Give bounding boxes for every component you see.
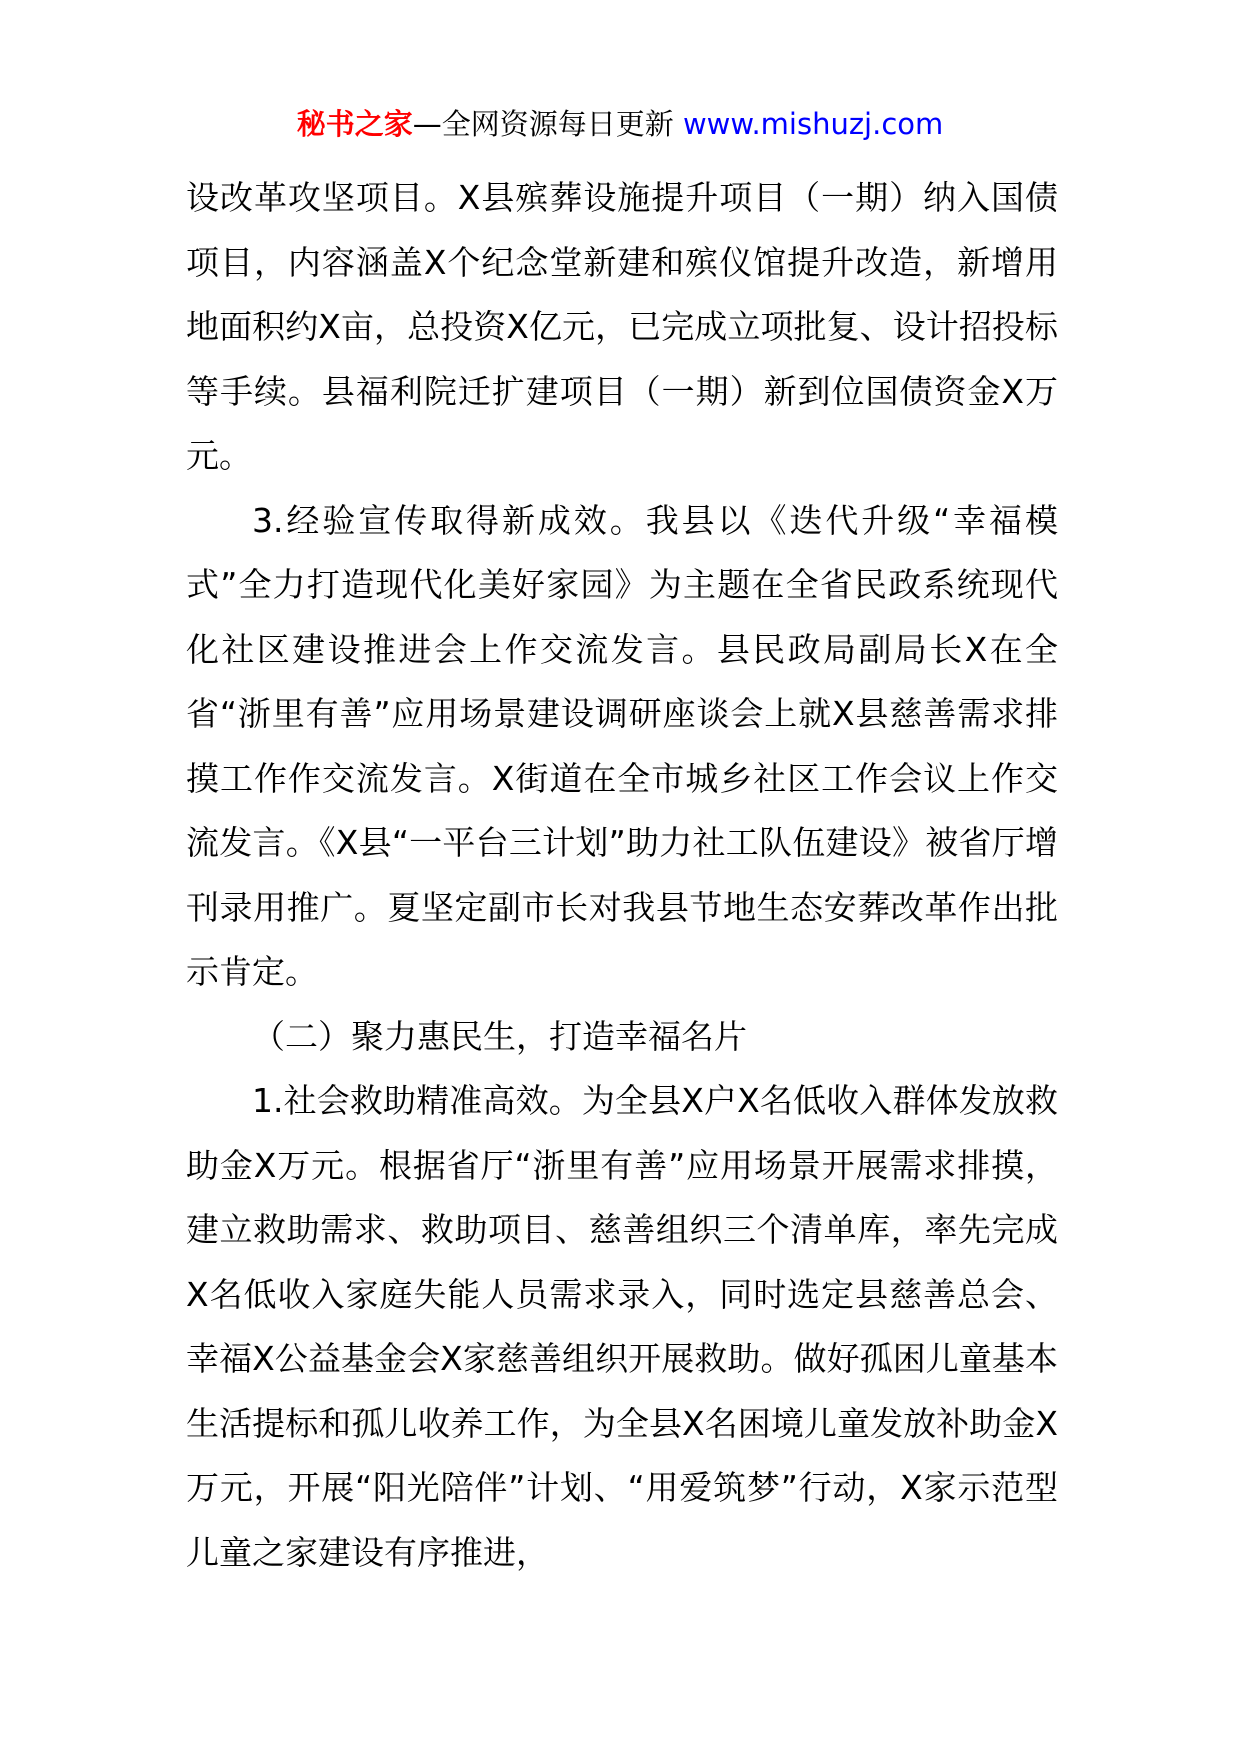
site-url-link[interactable]: www.mishuzj.com [682, 107, 944, 141]
paragraph-continuation: 设改革攻坚项目。X县殡葬设施提升项目（一期）纳入国债项目，内容涵盖X个纪念堂新建和殡仪馆提升改造，新增用地面积约X亩，总投资X亿元，已完成立项批复、设计招投标等手续。县福利院迁扩建项目（一期）新到位国债资金X万元。 [186, 178, 1058, 475]
paragraph-social-assistance: 1.社会救助精准高效。为全县X户X名低收入群体发放救助金X万元。根据省厅“浙里有善”应用场景开展需求排摸，建立救助需求、救助项目、慈善组织三个清单库，率先完成X名低收入家庭失能人员需求录入，同时选定县慈善总会、幸福X公益基金会X家慈善组织开展救助。做好孤困儿童基本生活提标和孤儿收养工作，为全县X名困境儿童发放补助金X万元，开展“阳光陪伴”计划、“用爱筑梦”行动，X家示范型儿童之家建设有序推进， [186, 1081, 1058, 1572]
site-tagline: —全网资源每日更新 [412, 107, 674, 141]
document-body [186, 166, 1058, 1585]
site-brand: 秘书之家 [296, 107, 413, 141]
paragraph-publicity-results: 3.经验宣传取得新成效。我县以《迭代升级“幸福模式”全力打造现代化美好家园》为主题在全省民政系统现代化社区建设推进会上作交流发言。县民政局副局长X在全省“浙里有善”应用场景建设调研座谈会上就X县慈善需求排摸工作作交流发言。X街道在全市城乡社区工作会议上作交流发言。《X县“一平台三计划”助力社工队伍建设》被省厅增刊录用推广。夏坚定副市长对我县节地生态安葬改革作出批示肯定。 [186, 500, 1058, 991]
page-header [0, 104, 1240, 144]
section-heading: （二）聚力惠民生，打造幸福名片 [252, 1016, 747, 1056]
